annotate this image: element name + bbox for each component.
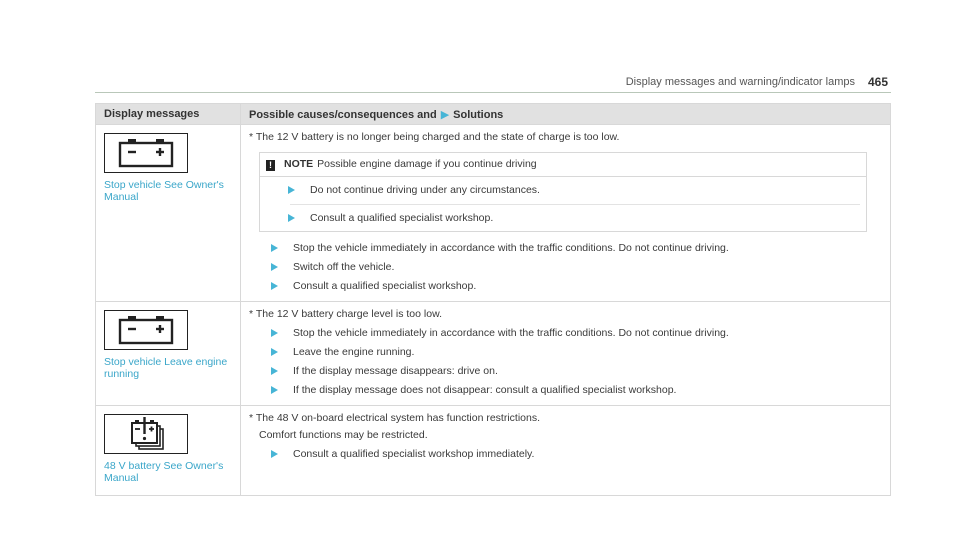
display-message-text: Stop vehicle Leave engine running <box>104 356 228 380</box>
message-cell <box>96 406 241 496</box>
step-arrow-icon <box>271 263 278 271</box>
note-step: Do not continue driving under any circumstances. <box>290 184 860 205</box>
table-row <box>96 125 891 302</box>
solution-step: Stop the vehicle immediately in accordance with the traffic conditions. Do not continue driving. <box>273 242 882 255</box>
column-header-solutions-text: Solutions <box>453 108 504 121</box>
cause-text: * The 12 V battery charge level is too low. <box>249 308 442 320</box>
solution-step: If the display message does not disappear: consult a qualified specialist workshop. <box>273 384 882 397</box>
header-divider <box>95 92 891 93</box>
solution-arrow-icon: ▶ <box>440 108 450 121</box>
solution-step: Consult a qualified specialist workshop immediately. <box>273 448 882 461</box>
solution-step: Switch off the vehicle. <box>273 261 882 274</box>
causes-solutions-cell <box>241 302 891 406</box>
step-arrow-icon <box>288 214 295 222</box>
12v-battery-icon <box>104 310 188 350</box>
step-arrow-icon <box>271 367 278 375</box>
step-arrow-icon <box>271 329 278 337</box>
solution-step: If the display message disappears: drive on. <box>273 365 882 378</box>
table-row <box>96 302 891 406</box>
solution-step: Consult a qualified specialist workshop. <box>273 280 882 293</box>
step-arrow-icon <box>271 282 278 290</box>
12v-battery-icon <box>104 133 188 173</box>
display-messages-table <box>95 103 891 496</box>
warning-exclamation-icon: ! <box>266 160 275 171</box>
display-message-text: Stop vehicle See Owner's Manual <box>104 179 224 203</box>
step-arrow-icon <box>271 348 278 356</box>
message-cell <box>96 302 241 406</box>
table-header-row <box>96 104 891 125</box>
step-arrow-icon <box>288 186 295 194</box>
display-message-text: 48 V battery See Owner's Manual <box>104 460 224 484</box>
note-text: Possible engine damage if you continue driving <box>317 158 537 170</box>
step-arrow-icon <box>271 386 278 394</box>
running-header-title: Display messages and warning/indicator lamps <box>625 76 855 88</box>
note-header <box>260 153 866 177</box>
page-number: 465 <box>867 75 888 89</box>
cause-text: * The 48 V on-board electrical system has function restrictions. <box>249 412 541 424</box>
solution-step: Stop the vehicle immediately in accordance with the traffic conditions. Do not continue driving. <box>273 327 882 340</box>
message-cell <box>96 125 241 302</box>
solution-step: Leave the engine running. <box>273 346 882 359</box>
48v-battery-warning-icon <box>104 414 188 454</box>
cause-detail-text: Comfort functions may be restricted. <box>259 429 428 441</box>
step-arrow-icon <box>271 244 278 252</box>
table-row <box>96 406 891 496</box>
note-label: NOTE <box>284 158 314 170</box>
note-box <box>259 152 867 232</box>
column-header-display-messages: Display messages <box>96 104 241 125</box>
step-arrow-icon <box>271 450 278 458</box>
cause-text: * The 12 V battery is no longer being charged and the state of charge is too low. <box>249 131 620 143</box>
column-header-causes-solutions <box>241 104 891 125</box>
note-step: Consult a qualified specialist workshop. <box>290 212 860 225</box>
column-header-causes-text: Possible causes/consequences and <box>249 108 437 121</box>
causes-solutions-cell <box>241 406 891 496</box>
causes-solutions-cell <box>241 125 891 302</box>
